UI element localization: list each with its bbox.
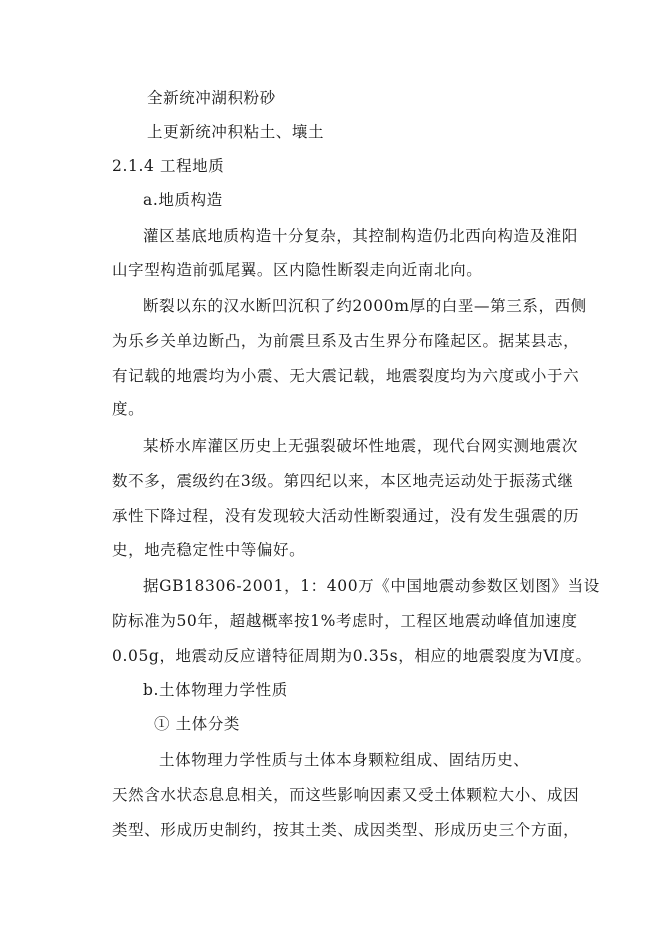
paragraph-line: 数 不 多 ， 震 级 约 在 3 级 。 第 四 纪 以 来 ， 本 区 地 壳 运 动 处 于 振 荡 式 继 [112,472,574,490]
subsection-heading: a.地质构造 [143,191,223,209]
paragraph-line: 类 型 、 形 成 历 史 制 约 ， 按 其 土 类 、 成 因 类 型 、 形 成 历 史 三 个 方 面 ， [112,821,580,839]
paragraph-line: 土体物理力学性质与土体本身颗粒组成、固结历史、 [159,751,530,769]
paragraph-line: 有 记 载 的 地 震 均 为 小 震 、 无 大 震 记 载 ， 地 震 裂 度 均 为 六 度 或 小 于 六 [112,367,580,385]
paragraph-line: 0.05g ， 地 震 动 反 应 谱 特 征 周 期 为 0.35s ， 相 应 的 地 震 裂 度 为 Ⅵ 度 。 [112,647,592,665]
paragraph-line: 防 标 准 为 50 年 ， 超 越 概 率 按 1% 考 虑 时 ， 工 程 区 地 震 动 峰 值 加 速 度 [112,612,578,630]
text-line-l1: 全新统冲湖积粉砂 [147,89,276,107]
list-item-heading: ① 土体分类 [154,715,241,733]
paragraph-line: 度。 [112,400,145,418]
text-line-l2: 上更新统冲积粘土、壤土 [147,123,325,141]
paragraph-line: 据 GB18306-2001 ， 1 ： 400 万 《 中 国 地 震 动 参 数 区 划 图 》 当 设 [143,577,600,595]
paragraph-line: 为 乐 乡 关 单 边 断 凸 ， 为 前 震 旦 系 及 古 生 界 分 布 隆 起 区 。 据 某 县 志 ， [112,332,580,350]
paragraph-line: 某 桥 水 库 灌 区 历 史 上 无 强 裂 破 坏 性 地 震 ， 现 代 台 网 实 测 地 震 次 [143,437,578,455]
paragraph-line: 灌 区 基 底 地 质 构 造 十 分 复 杂 ， 其 控 制 构 造 仍 北 西 向 构 造 及 淮 阳 [143,227,578,245]
paragraph-line: 史，地壳稳定性中等偏好。 [112,541,306,559]
paragraph-line: 山字型构造前弧尾翼。区内隐性断裂走向近南北向。 [112,261,483,279]
paragraph-line: 天 然 含 水 状 态 息 息 相 关 ， 而 这 些 影 响 因 素 又 受 土 体 颗 粒 大 小 、 成 因 [112,786,580,804]
section-heading: 2.1.4 工程地质 [112,157,225,175]
subsection-heading: b.土体物理力学性质 [143,681,288,699]
paragraph-line: 承 性 下 降 过 程 ， 没 有 发 现 较 大 活 动 性 断 裂 通 过 ， 没 有 发 生 强 震 的 历 [112,507,580,525]
paragraph-line: 断 裂 以 东 的 汉 水 断 凹 沉 积 了 约 2000m 厚 的 白 垩 — 第 三 系 ， 西 侧 [143,297,587,315]
